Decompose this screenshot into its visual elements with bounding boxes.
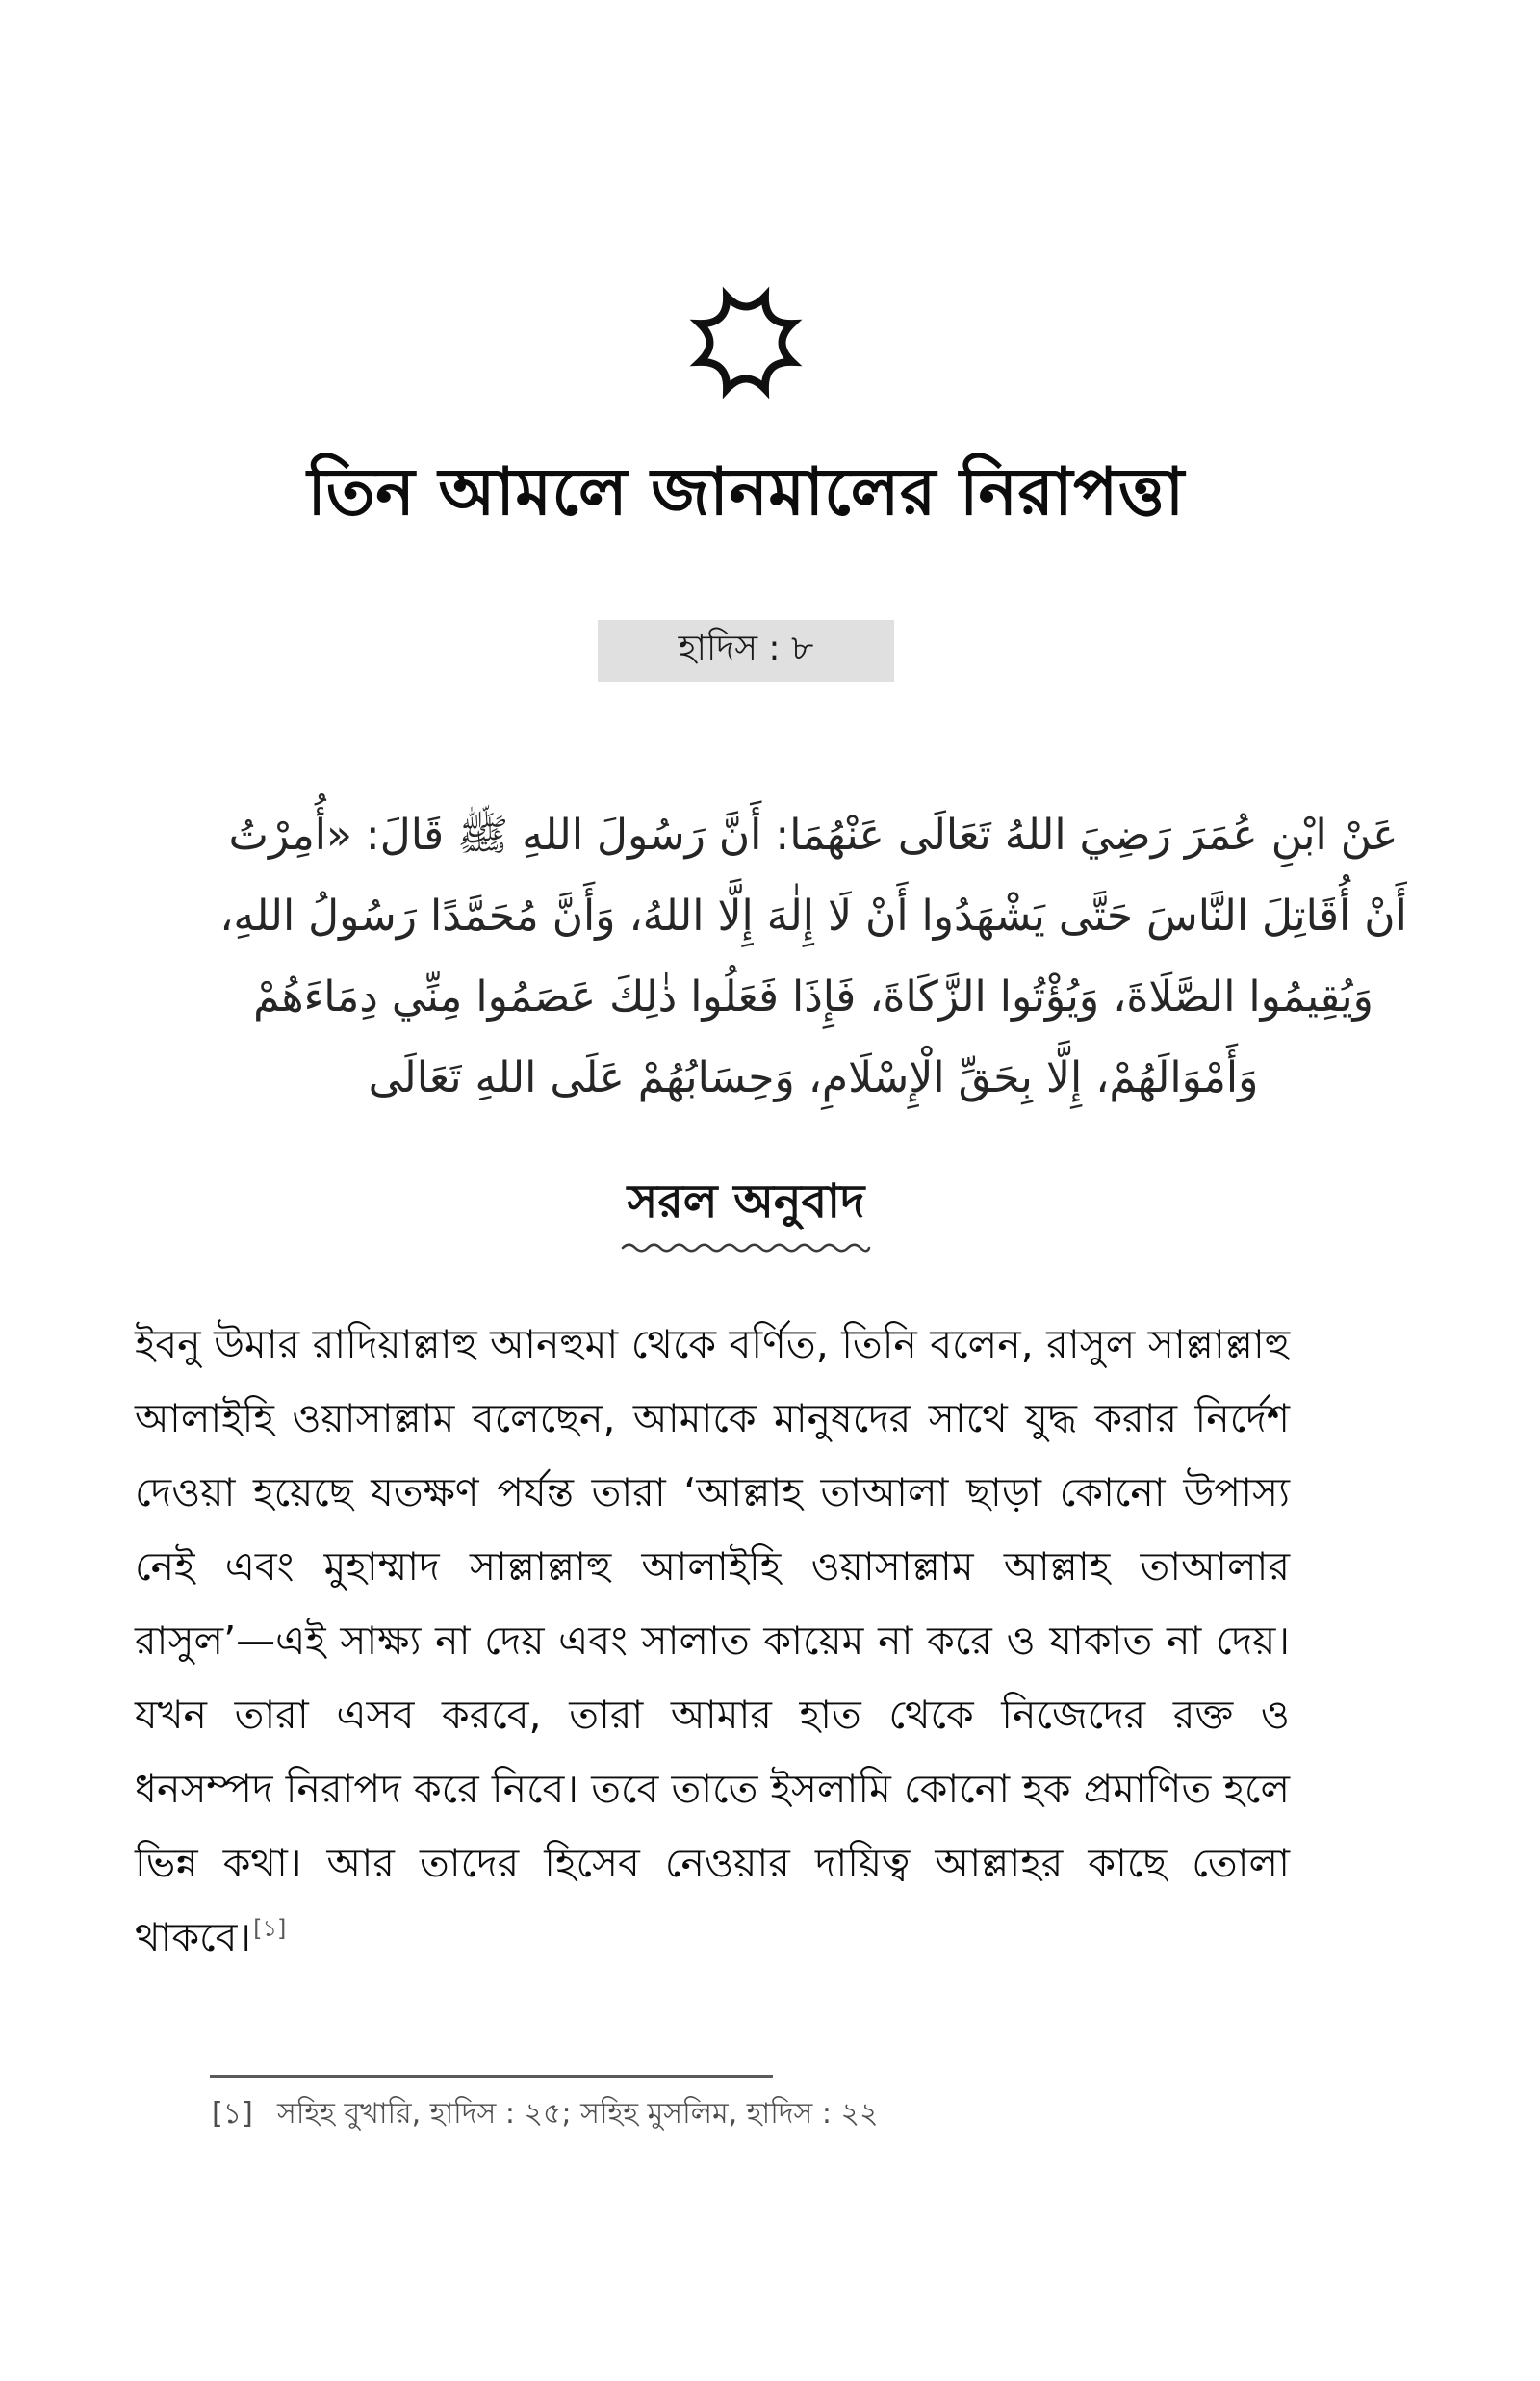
arabic-hadith-line: وَيُقِيمُوا الصَّلَاةَ، وَيُؤْتُوا الزَّكَاةَ، فَإِذَا فَعَلُوا ذٰلِكَ عَصَمُوا مِنِّي دِمَاءَهُمْ [253,971,1373,1022]
flower-star-icon [688,285,804,401]
chapter-title: তিন আমলে জানমালের নিরাপত্তা [307,454,1185,531]
arabic-hadith-line: وَأَمْوَالَهُمْ، إِلَّا بِحَقِّ الْإِسْلَامِ، وَحِسَابُهُمْ عَلَى اللهِ تَعَالَى [368,1052,1259,1102]
footnote [212,2093,1540,2135]
footnote-text: সহিহ বুখারি, হাদিস : ২৫; সহিহ মুসলিম, হাদিস : ২২ [277,2096,879,2131]
translation-section-header [135,1173,1357,1254]
translation-text: ইবনু উমার রাদিয়াল্লাহু আনহুমা থেকে বর্ণিত, তিনি বলেন, রাসুল সাল্লাল্লাহু আলাইহি ওয়াসাল্লাম বলেছেন, আমাকে মানুষদের সাথে যুদ্ধ করার নির্দেশ দেওয়া হয়েছে যতক্ষণ পর্যন্ত তারা ‘আল্লাহ তাআলা ছাড়া কোনো উপাস্য নেই এবং মুহাম্মাদ সাল্লাল্লাহু আলাইহি ওয়াসাল্লাম আল্লাহ তাআলার রাসুল’—এই সাক্ষ্য না দেয় এবং সালাত কায়েম না করে ও যাকাত না দেয়। যখন তারা এসব করবে, তারা আমার হাত থেকে নিজেদের রক্ত ও ধনসম্পদ নিরাপদ করে নিবে। তবে তাতে ইসলামি কোনো হক প্রমাণিত হলে ভিন্ন কথা। আর তাদের হিসেব নেওয়ার দায়িত্ব আল্লাহর কাছে তোলা থাকবে। [135,1320,1290,1960]
page-header [135,285,1357,682]
footnote-area [135,2075,1540,2135]
arabic-hadith-line: عَنْ ابْنِ عُمَرَ رَضِيَ اللهُ تَعَالَى عَنْهُمَا: أَنَّ رَسُولَ اللهِ ﷺ قَالَ: «أُمِرْتُ [228,810,1399,860]
footnote-marker: [১] [212,2096,253,2131]
arabic-hadith-line: أَنْ أُقَاتِلَ النَّاسَ حَتَّى يَشْهَدُوا أَنْ لَا إِلٰهَ إِلَّا اللهُ، وَأَنَّ مُحَمَّدًا رَسُولُ اللهِ، [219,891,1407,941]
translation-paragraph [135,1307,1290,1975]
hadith-number-badge: হাদিস : ৮ [598,620,894,682]
badge-row [135,620,1357,682]
footnote-divider [210,2075,773,2078]
flower-star-ornament [135,285,1357,401]
arabic-hadith-text [197,795,1429,1119]
wavy-underline [135,1240,1357,1254]
translation-heading: সরল অনুবাদ [627,1174,865,1229]
footnote-reference-superscript: [১] [253,1915,287,1943]
wavy-underline-icon [621,1240,871,1254]
